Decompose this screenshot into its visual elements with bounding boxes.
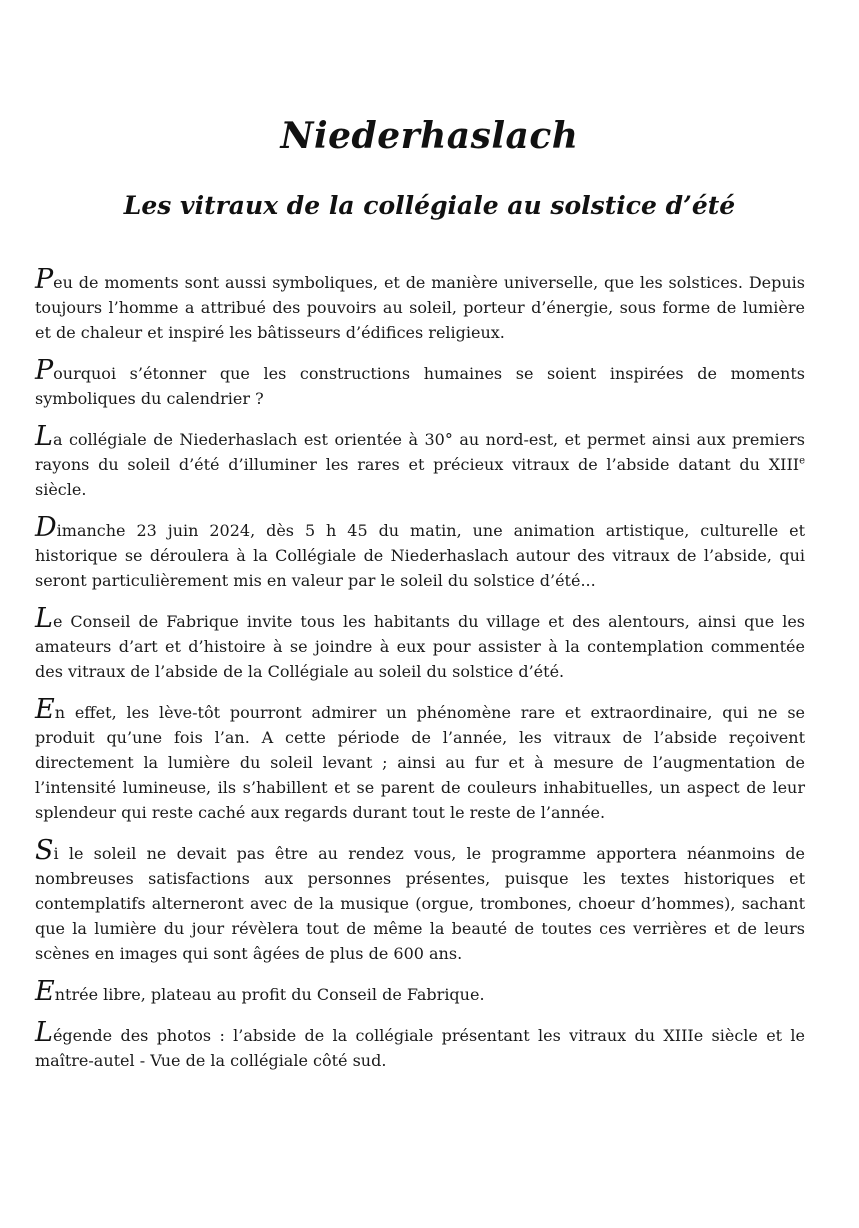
document-subtitle: Les vitraux de la collégiale au solstice d’été bbox=[123, 191, 736, 220]
paragraph-text: e Conseil de Fabrique invite tous les habitants du village et des alentours, ainsi que les amateurs d’art et d’histoire à se joindre à eux pour assister à la contemplation commentée des vitraux de l’abside de la Collégiale au soleil du solstice d’été. bbox=[35, 612, 805, 681]
paragraph-text: i le soleil ne devait pas être au rendez vous, le programme apportera néanmoins de nombreuses satisfactions aux personnes présentes, puisque les textes historiques et contemplatifs alterneront avec de la musique (orgue, trombones, choeur d’hommes), sachant que la lumière du jour révèlera tout de même la beauté de toutes ces verrières et de leurs scènes en images qui sont âgées de plus de 600 ans. bbox=[35, 844, 805, 963]
paragraph-orientation bbox=[35, 421, 805, 502]
paragraph-question bbox=[35, 355, 805, 411]
paragraph-phenomenon bbox=[35, 694, 805, 825]
drop-cap: P bbox=[35, 264, 54, 295]
paragraph-text: a collégiale de Niederhaslach est orientée à 30° au nord-est, et permet ainsi aux premiers rayons du soleil d’été d’illuminer les rares et précieux vitraux de l’abside datant du XIII bbox=[35, 430, 805, 474]
drop-cap: E bbox=[35, 694, 55, 725]
superscript: e bbox=[799, 455, 805, 467]
paragraph-invitation bbox=[35, 603, 805, 684]
drop-cap: S bbox=[35, 835, 54, 866]
paragraph-entry bbox=[35, 976, 805, 1007]
paragraph-text: ourquoi s’étonner que les constructions humaines se soient inspirées de moments symboliques du calendrier ? bbox=[35, 364, 805, 408]
drop-cap: L bbox=[35, 603, 53, 634]
paragraph-text: n effet, les lève-tôt pourront admirer un phénomène rare et extraordinaire, qui ne se produit qu’une fois l’an. A cette période de l’année, les vitraux de l’abside reçoivent directement la lumière du soleil levant ; ainsi au fur et à mesure de l’augmentation de l’intensité lumineuse, ils s’habillent et se parent de couleurs inhabituelles, un aspect de leur splendeur qui reste caché aux regards durant tout le reste de l’année. bbox=[35, 703, 805, 822]
drop-cap: L bbox=[35, 1017, 53, 1048]
paragraph-programme bbox=[35, 835, 805, 966]
paragraph-text: égende des photos : l’abside de la collégiale présentant les vitraux du XIIIe siècle et le maître-autel - Vue de la collégiale côté sud. bbox=[35, 1026, 805, 1070]
paragraph-event bbox=[35, 512, 805, 593]
drop-cap: L bbox=[35, 421, 53, 452]
paragraph-text: ntrée libre, plateau au profit du Conseil de Fabrique. bbox=[54, 985, 485, 1004]
drop-cap: P bbox=[35, 355, 54, 386]
article-body bbox=[35, 264, 805, 1089]
paragraph-text: imanche 23 juin 2024, dès 5 h 45 du matin, une animation artistique, culturelle et historique se déroulera à la Collégiale de Niederhaslach autour des vitraux de l’abside, qui seront particulièrement mis en valeur par le soleil du solstice d’été... bbox=[35, 521, 805, 590]
drop-cap: E bbox=[35, 976, 55, 1007]
paragraph-caption bbox=[35, 1017, 805, 1073]
paragraph-text-after: siècle. bbox=[35, 480, 87, 499]
paragraph-intro bbox=[35, 264, 805, 345]
paragraph-text: eu de moments sont aussi symboliques, et de manière universelle, que les solstices. Depuis toujours l’homme a attribué des pouvoirs au soleil, porteur d’énergie, sous forme de lumière et de chaleur et inspiré les bâtisseurs d’édifices religieux. bbox=[35, 273, 805, 342]
document-title: Niederhaslach bbox=[280, 115, 579, 157]
drop-cap: D bbox=[35, 512, 57, 543]
